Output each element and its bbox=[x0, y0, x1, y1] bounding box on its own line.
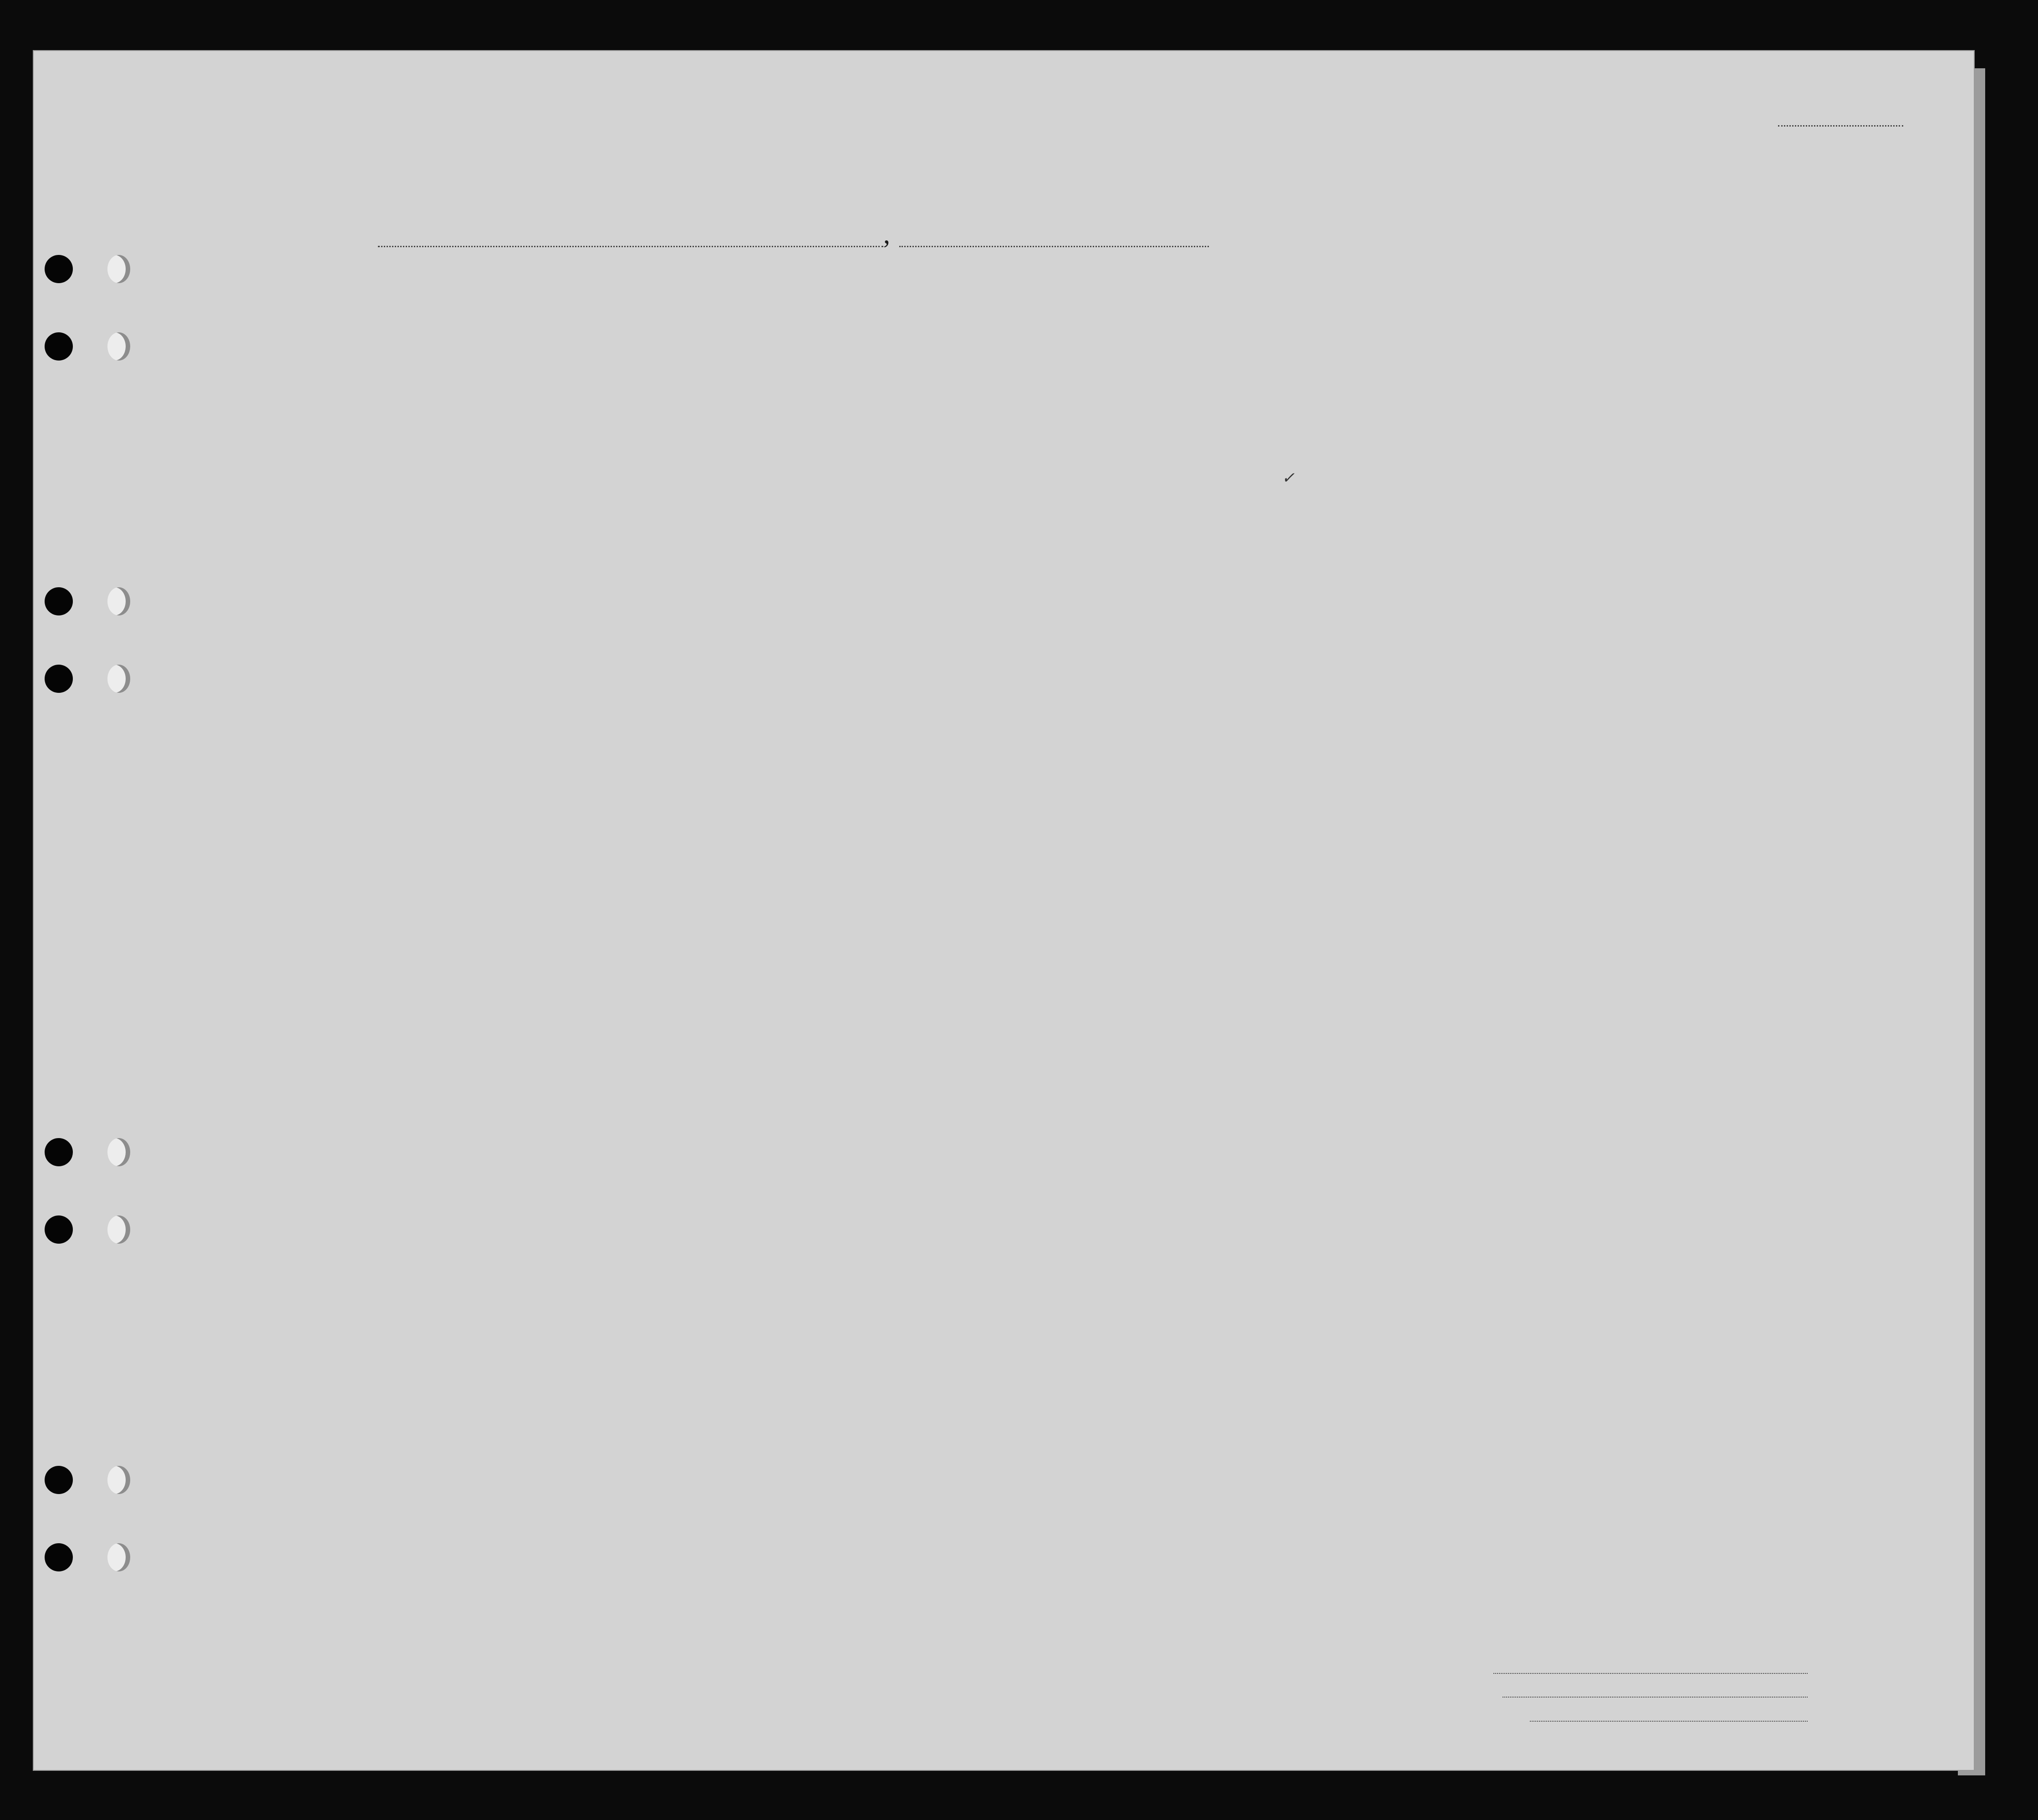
header-prison bbox=[1295, 314, 1314, 446]
list-dotted-line bbox=[1778, 125, 1903, 127]
header-anarchist bbox=[1364, 319, 1379, 442]
port-dotted-line bbox=[378, 246, 883, 247]
line-dotted bbox=[1493, 1673, 1808, 1674]
header-purpose-citizen bbox=[1261, 339, 1279, 444]
header-purpose-length bbox=[1225, 339, 1243, 444]
date-dotted-line bbox=[899, 246, 1209, 247]
header-polygamist bbox=[1343, 319, 1359, 442]
check-mark: ✓ bbox=[1282, 469, 1295, 487]
header-inches bbox=[1664, 401, 1680, 442]
header-overthrow bbox=[1386, 314, 1437, 446]
header-feet bbox=[1645, 401, 1660, 442]
owners-dotted bbox=[1503, 1697, 1808, 1698]
header-fifty-dollars bbox=[735, 310, 754, 446]
header-purpose-return bbox=[1184, 339, 1202, 444]
comma: , bbox=[883, 219, 890, 249]
header-labor-offer bbox=[1443, 314, 1471, 446]
header-arrested bbox=[1503, 314, 1518, 446]
header-ticket bbox=[617, 310, 635, 446]
header-excluded bbox=[1480, 314, 1495, 446]
agents-dotted bbox=[1530, 1721, 1808, 1722]
